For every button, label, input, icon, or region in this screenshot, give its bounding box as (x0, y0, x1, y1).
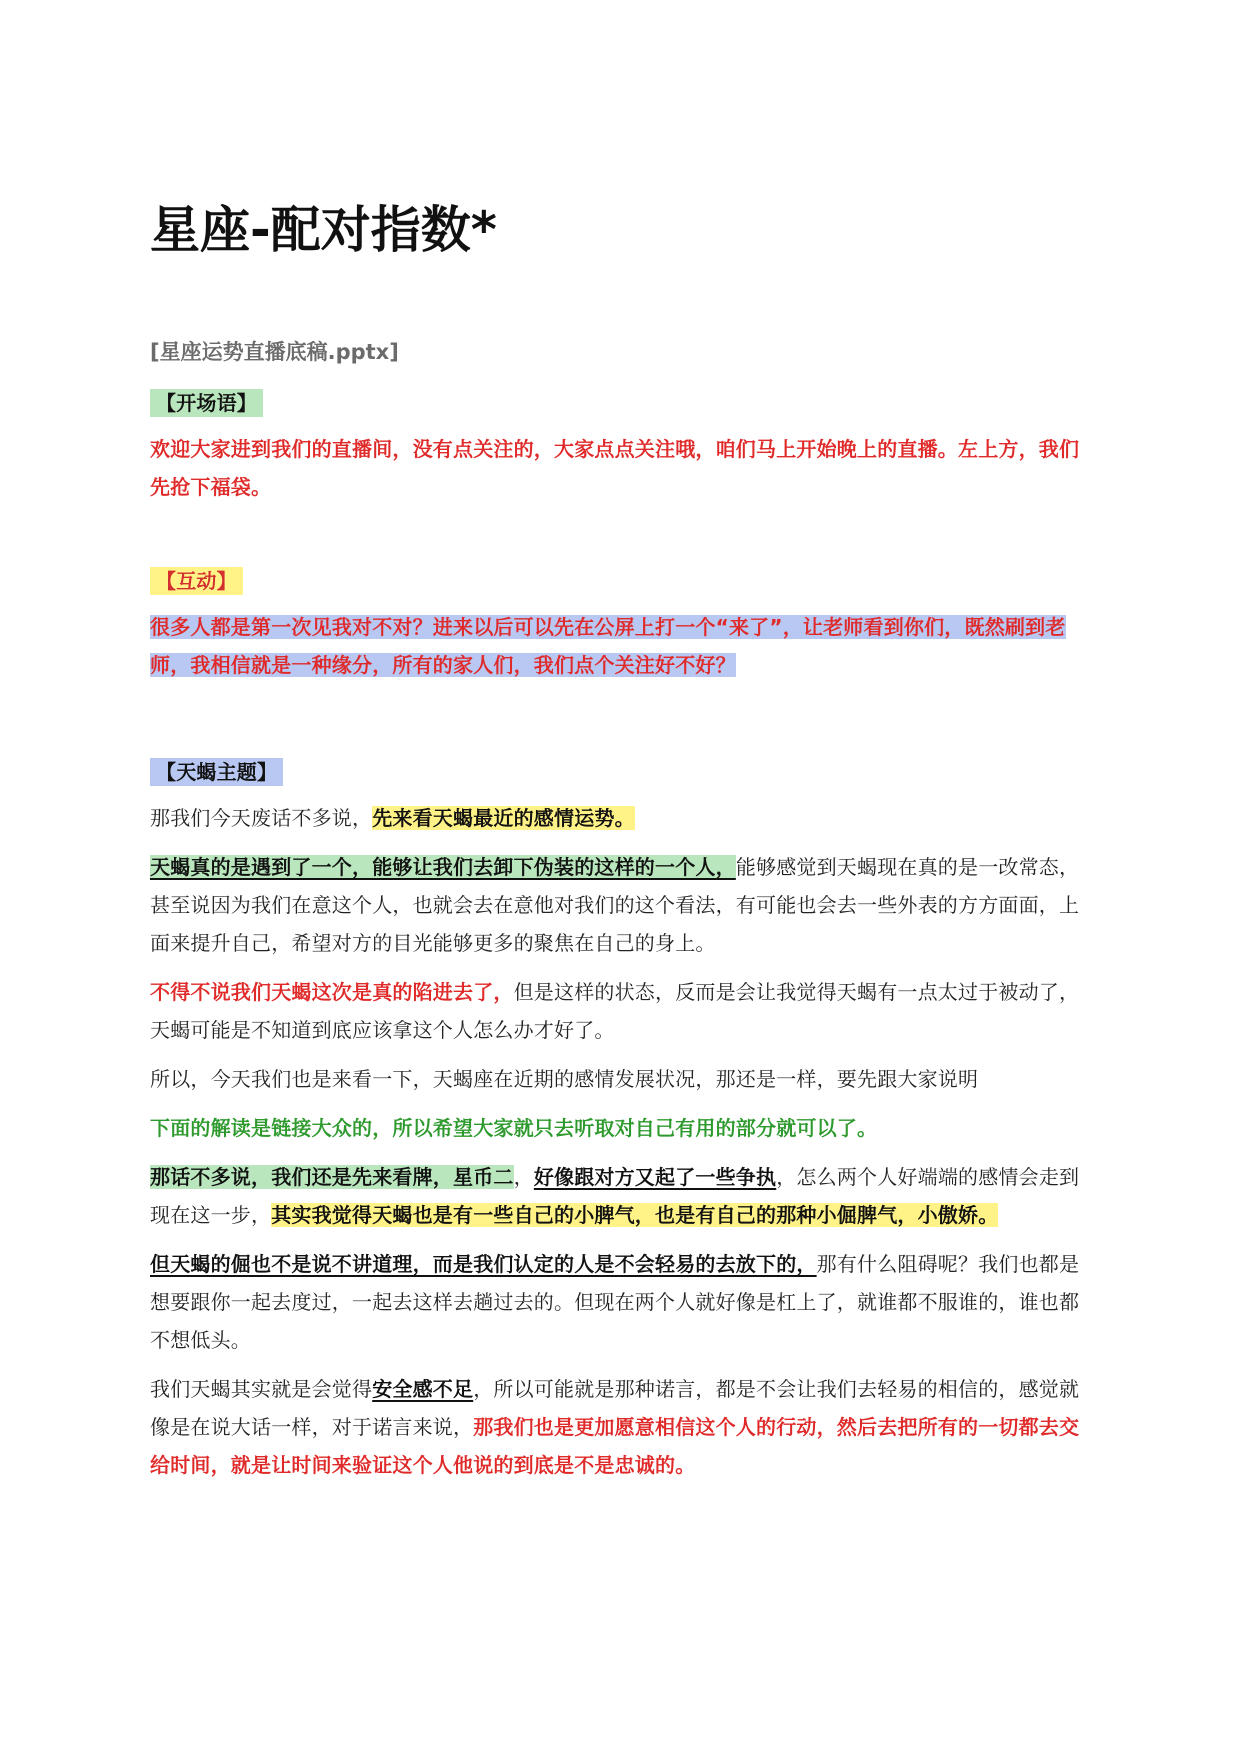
interaction-text (150, 608, 1095, 684)
p3-red: 不得不说我们天蝎这次是真的陷进去了， (150, 980, 514, 1004)
p6-yellow: 其实我觉得天蝎也是有一些自己的小脾气，也是有自己的那种小倔脾气，小傲娇。 (271, 1203, 999, 1227)
p6-text: ，怎么两个人好端端的感情会走到现在这一步， (150, 1165, 1080, 1227)
scorpio-paragraph-5: 下面的解读是链接大众的，所以希望大家就只去听取对自己有用的部分就可以了。 (150, 1116, 878, 1140)
scorpio-paragraph-6 (150, 1158, 1095, 1234)
opening-tag: 【开场语】 (150, 389, 263, 417)
scorpio-paragraph-8 (150, 1370, 1095, 1484)
p8-underline: 安全感不足 (372, 1377, 474, 1401)
document-title: 星座-配对指数* (150, 201, 497, 259)
scorpio-paragraph-2 (150, 848, 1095, 962)
scorpio-paragraph-3 (150, 973, 1095, 1049)
p2-text: 能够感觉到天蝎现在真的是一改常态，甚至说因为我们在意这个人，也就会去在意他对我们的这个看法，有可能也会去一些外表的方方面面，上面来提升自己，希望对方的目光能够更多的聚焦在自己的身上。 (150, 855, 1080, 955)
scorpio-section (150, 753, 1095, 1495)
interaction-section (150, 562, 1095, 695)
interaction-highlight: 很多人都是第一次见我对不对？进来以后可以先在公屏上打一个“来了”，让老师看到你们，既然刷到老师，我相信就是一种缘分，所有的家人们，我们点个关注好不好？ (150, 615, 1066, 677)
p8-text-a: 我们天蝎其实就是会觉得 (150, 1377, 373, 1401)
p3-text: 但是这样的状态，反而是会让我觉得天蝎有一点太过于被动了，天蝎可能是不知道到底应该拿这个人怎么办才好了。 (150, 980, 1080, 1042)
interaction-tag: 【互动】 (150, 567, 243, 595)
source-file-reference: [星座运势直播底稿.pptx] (150, 340, 399, 364)
p7-underline: 但天蝎的倔也不是说不讲道理，而是我们认定的人是不会轻易的去放下的， (150, 1252, 817, 1276)
scorpio-tag: 【天蝎主题】 (150, 758, 283, 786)
p8-text-c: ，所以可能就是那种诺言，都是不会让我们去轻易的相信的，感觉就像是在说大话一样，对于诺言来说， (150, 1377, 1080, 1439)
p6-comma: ， (513, 1165, 534, 1189)
scorpio-paragraph-7 (150, 1245, 1095, 1359)
scorpio-paragraph-4: 所以，今天我们也是来看一下，天蝎座在近期的感情发展状况，那还是一样，要先跟大家说明 (150, 1067, 979, 1091)
p6-highlight: 那话不多说，我们还是先来看牌，星币二 (150, 1165, 514, 1189)
opening-section (150, 384, 1095, 517)
scorpio-paragraph-1 (150, 799, 1095, 837)
opening-text: 欢迎大家进到我们的直播间，没有点关注的，大家点点关注哦，咱们马上开始晚上的直播。左上方，我们先抢下福袋。 (150, 437, 1080, 499)
p2-highlight: 天蝎真的是遇到了一个，能够让我们去卸下伪装的这样的一个人， (150, 855, 736, 879)
p7-text: 那有什么阻碍呢？我们也都是想要跟你一起去度过，一起去这样去趟过去的。但现在两个人就好像是杠上了，就谁都不服谁的，谁也都不想低头。 (150, 1252, 1080, 1352)
p1-highlight: 先来看天蝎最近的感情运势。 (372, 806, 635, 830)
p8-red: 那我们也是更加愿意相信这个人的行动，然后去把所有的一切都去交给时间，就是让时间来验证这个人他说的到底是不是忠诚的。 (150, 1415, 1080, 1477)
p1-text: 那我们今天废话不多说， (150, 806, 373, 830)
p6-underline: 好像跟对方又起了一些争执 (533, 1165, 777, 1189)
